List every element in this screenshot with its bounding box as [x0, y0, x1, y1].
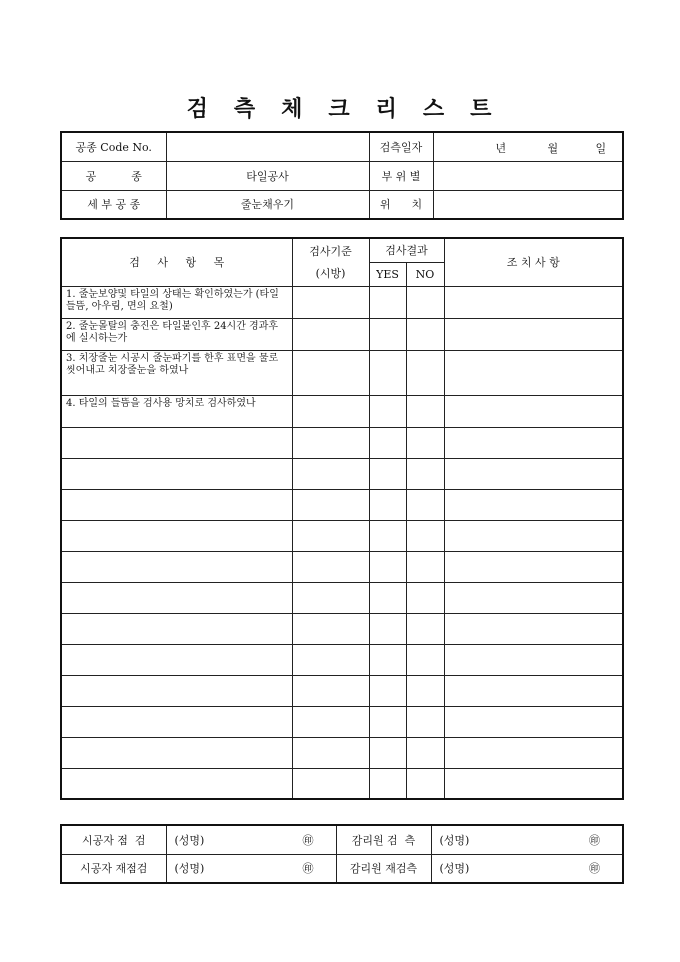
- action-cell[interactable]: [444, 286, 623, 318]
- col-result-header: 검사결과: [369, 238, 444, 262]
- empty-row[interactable]: [61, 675, 623, 706]
- work-type-label: 공 종: [61, 161, 166, 190]
- sub-work-label: 세 부 공 종: [61, 190, 166, 219]
- contractor-check-label: 시공자 점 검: [61, 825, 166, 854]
- standard-cell[interactable]: [292, 286, 369, 318]
- empty-row[interactable]: [61, 706, 623, 737]
- supervisor-recheck-label: 감리원 재검측: [336, 854, 431, 883]
- col-action-header: 조 치 사 항: [444, 238, 623, 286]
- checklist-table: [60, 237, 624, 800]
- date-month: 월: [547, 141, 559, 155]
- work-code-value[interactable]: [166, 132, 369, 161]
- date-day: 일: [595, 141, 607, 155]
- page-title: [0, 92, 680, 123]
- col-standard-line2: (시방): [315, 267, 346, 281]
- yes-cell[interactable]: [369, 395, 406, 427]
- empty-row[interactable]: [61, 489, 623, 520]
- seal-icon: ㊞: [302, 862, 314, 876]
- contractor-recheck-sign[interactable]: [166, 854, 336, 883]
- supervisor-recheck-sign[interactable]: [431, 854, 623, 883]
- action-cell[interactable]: [444, 350, 623, 395]
- col-yes-header: YES: [369, 262, 406, 286]
- standard-cell[interactable]: [292, 350, 369, 395]
- action-cell[interactable]: [444, 395, 623, 427]
- empty-row[interactable]: [61, 427, 623, 458]
- inspect-date-label: 검측일자: [369, 132, 433, 161]
- title-char: 측: [233, 96, 258, 122]
- empty-row[interactable]: [61, 644, 623, 675]
- title-char: 트: [470, 96, 494, 122]
- action-cell[interactable]: [444, 318, 623, 350]
- yes-cell[interactable]: [369, 350, 406, 395]
- title-char: 크: [328, 96, 352, 122]
- no-cell[interactable]: [406, 318, 444, 350]
- col-no-header: NO: [406, 262, 444, 286]
- contractor-recheck-label: 시공자 재점검: [61, 854, 166, 883]
- work-code-label: 공종 Code No.: [61, 132, 166, 161]
- col-standard-header: [292, 238, 369, 286]
- checklist-item-3: 3. 치장줄눈 시공시 줄눈파기를 한후 표면을 물로 씻어내고 치장줄눈을 하였나: [61, 350, 292, 395]
- supervisor-check-label: 감리원 검 측: [336, 825, 431, 854]
- empty-row[interactable]: [61, 551, 623, 582]
- header-table: [60, 131, 624, 220]
- title-char: 검: [186, 96, 210, 122]
- checklist-item-1: 1. 줄눈보양및 타일의 상태는 확인하였는가 (타일들뜸, 아우림, 면의 요철): [61, 286, 292, 318]
- yes-cell[interactable]: [369, 286, 406, 318]
- empty-row[interactable]: [61, 458, 623, 489]
- empty-row[interactable]: [61, 768, 623, 799]
- empty-row[interactable]: [61, 737, 623, 768]
- title-char: 체: [281, 96, 305, 122]
- empty-row[interactable]: [61, 520, 623, 551]
- no-cell[interactable]: [406, 350, 444, 395]
- date-year: 년: [495, 141, 507, 155]
- no-cell[interactable]: [406, 286, 444, 318]
- contractor-check-sign[interactable]: [166, 825, 336, 854]
- col-standard-line1: 검사기준: [309, 245, 352, 259]
- seal-icon: ㊞: [302, 833, 314, 847]
- location-label: 위 치: [369, 190, 433, 219]
- col-item-header: 검 사 항 목: [61, 238, 292, 286]
- empty-row[interactable]: [61, 613, 623, 644]
- part-label: 부 위 별: [369, 161, 433, 190]
- checklist-item-4: 4. 타일의 들뜸을 검사용 망치로 검사하였나: [61, 395, 292, 427]
- sub-work-value[interactable]: 줄눈채우기: [166, 190, 369, 219]
- supervisor-check-sign[interactable]: [431, 825, 623, 854]
- title-char: 스: [422, 96, 447, 122]
- signature-table: [60, 824, 624, 884]
- empty-row[interactable]: [61, 582, 623, 613]
- sign-placeholder: (성명): [174, 833, 205, 847]
- sign-placeholder: (성명): [439, 862, 470, 876]
- inspect-date-value[interactable]: [433, 132, 623, 161]
- seal-icon: ㊞: [589, 833, 600, 847]
- location-value[interactable]: [433, 190, 623, 219]
- yes-cell[interactable]: [369, 318, 406, 350]
- seal-icon: ㊞: [589, 862, 600, 876]
- title-char: 리: [375, 96, 399, 122]
- sign-placeholder: (성명): [174, 862, 205, 876]
- no-cell[interactable]: [406, 395, 444, 427]
- sign-placeholder: (성명): [439, 833, 470, 847]
- standard-cell[interactable]: [292, 395, 369, 427]
- work-type-value[interactable]: 타일공사: [166, 161, 369, 190]
- standard-cell[interactable]: [292, 318, 369, 350]
- checklist-item-2: 2. 줄눈몰탈의 충진은 타일붙인후 24시간 경과후에 실시하는가: [61, 318, 292, 350]
- part-value[interactable]: [433, 161, 623, 190]
